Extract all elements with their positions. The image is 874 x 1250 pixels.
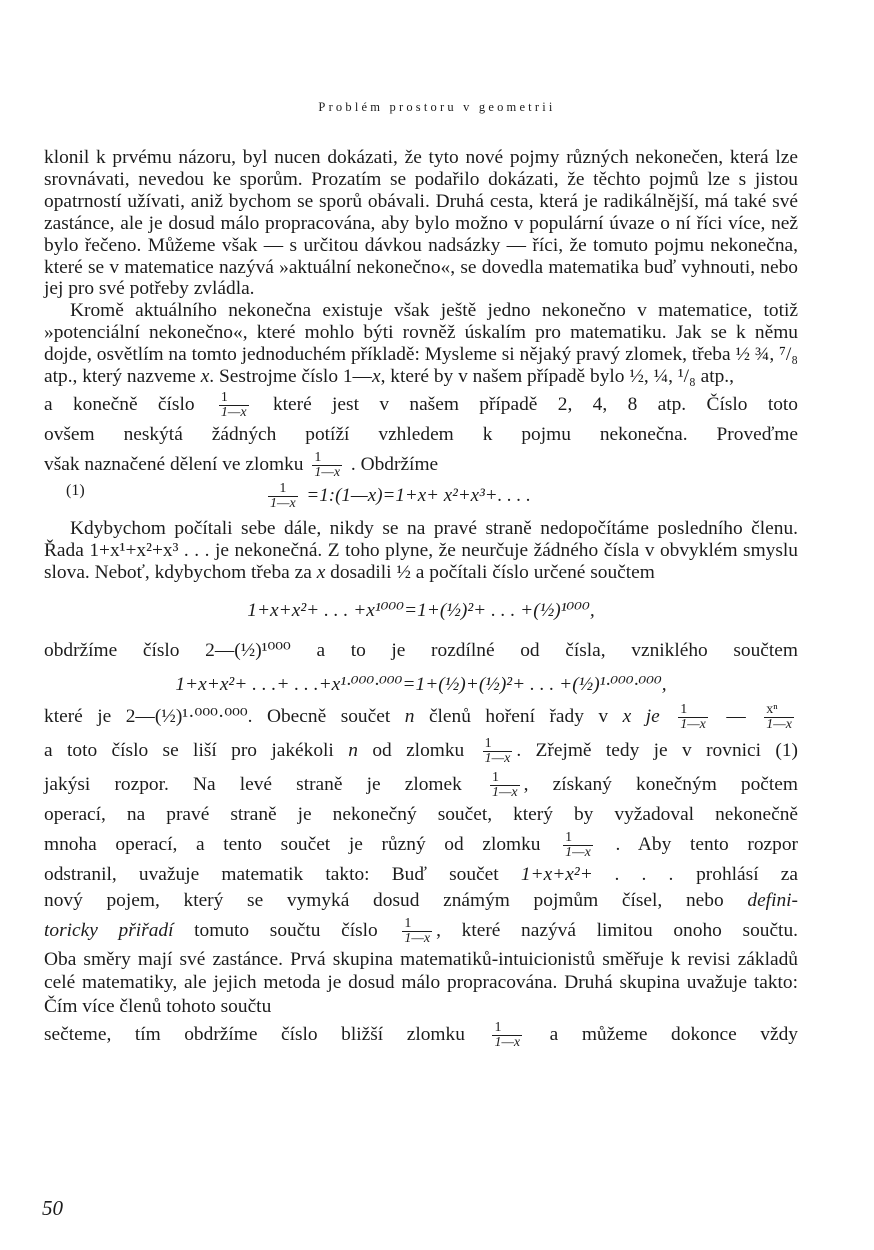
paragraph-2: Kromě aktuálního nekonečna existuje však ještě jedno nekonečno v matematice, totiž »potenciální nekonečno«, které mohlo býti rovněž úskalím pro matematiku. Jak se k němu dojde, osvětlím na tomto jednoduchém příkladě: Mysleme si nějaký pravý zlomek, třeba ½ ¾, ⁷/₈ atp., který nazveme x. Sestrojme číslo 1—x, které by v našem případě bylo ½, ¼, ¹/₈ atp., — [44, 300, 798, 388]
fraction: $\frac{1}{1—x}$ — [270, 480, 296, 511]
line-rozpor: jakýsi rozpor. Na levé straně je zlomek $\frac{1}{1—x}$ , získaný konečným počtem — [44, 769, 798, 800]
fraction: $\frac{1}{1—x}$ — [484, 735, 511, 766]
line-odstranil: odstranil, uvažuje matematik takto: Buď součet 1+x+x²+ . . . prohlásí za — [44, 863, 798, 885]
line-toricky: toricky přiřadí tomuto součtu číslo $\frac{1}{1—x}$ , které nazývá limitou onoho součtu. — [44, 915, 798, 946]
equation-3: 1+x+x²+ . . .+ . . .+x¹·⁰⁰⁰·⁰⁰⁰=1+(½)+(½)²+ . . . +(½)¹·⁰⁰⁰·⁰⁰⁰, — [175, 673, 667, 695]
running-header: Problém prostoru v geometrii — [318, 100, 556, 114]
paragraph-1: klonil k prvému názoru, byl nucen dokázati, že tyto nové pojmy různých nekonečen, která lze srovnávati, nevedou ke sporům. Prozatím se podařilo dokázati, že těchto pojmů lze s jistou opatrností užívati, aniž bychom se sporů obávali. Druhá cesta, která je radikálnější, má také své zastánce, ale je dosud málo propracována, aby bylo možno v populární úvaze o ní říci více, než bylo řečeno. Můžeme však — s určitou dávkou nadsázky — říci, že tomuto pojmu nekonečna, které se v matematice nazývá »aktuální nekonečno«, se dovedla matematika buď vyhnouti, nebo jej pro své potřeby zvládla. — [44, 147, 798, 300]
equation-number: (1) — [66, 481, 85, 499]
paragraph-4: Oba směry mají své zastánce. Prvá skupina matematiků-intuicionistů směřuje k revisi základů celé matematiky, ale jejich metoda je dosud málo propracována. Druhá skupina uvažuje takto: Čím více členů tohoto součtu — [44, 948, 798, 1017]
fraction: $\frac{1}{1—x}$ — [494, 1020, 521, 1051]
equation-1: (1) $\frac{1}{1—x}$ =1:(1—x)=1+x+ x²+x³+. . . . — [66, 480, 531, 511]
page-body — [44, 147, 798, 1052]
fraction: $\frac{1}{1—x}$ — [491, 769, 518, 800]
fraction: $\frac{1}{1—x}$ — [565, 829, 591, 860]
line-konecne-cislo: a konečně číslo $\frac{1}{1—x}$ které jest v našem případě 2, 4, 8 atp. Číslo toto — [44, 390, 798, 421]
line-deleni: však naznačené dělení ve zlomku $\frac{1}{1—x}$ . Obdržíme — [44, 450, 439, 481]
fraction: $\frac{1}{1—x}$ — [680, 701, 706, 732]
line-toto-cislo: a toto číslo se liší pro jakékoli n od zlomku $\frac{1}{1—x}$ . Zřejmě tedy je v rovnici (1) — [44, 735, 799, 766]
line-operaci: operací, na pravé straně je nekonečný součet, který by vyžadoval nekonečně — [44, 803, 798, 825]
paragraph-3: Kdybychom počítali sebe dále, nikdy se na pravé straně nedopočítáme posledního členu. Řada 1+x¹+x²+x³ . . . je nekonečná. Z toho plyne, že neurčuje žádného čísla v obvyklém smyslu slova. Neboť, kdybychom třeba za x dosadili ½ a počítali číslo určené součtem — [44, 517, 798, 583]
fraction: $\frac{1}{1—x}$ — [314, 450, 341, 481]
line-secteme: sečteme, tím obdržíme číslo bližší zlomku $\frac{1}{1—x}$ a můžeme dokonce vždy — [44, 1020, 798, 1051]
line-obdrzime: obdržíme číslo 2—(½)¹⁰⁰⁰ a to je rozdílné od čísla, vzniklého součtem — [44, 639, 798, 661]
line-obecne: které je 2—(½)¹·⁰⁰⁰·⁰⁰⁰. Obecně součet n členů hoření řady v x je $\frac{1}{1—x}$ — $\frac{\text{xⁿ}}{1—x}$ — [44, 701, 792, 732]
fraction: $\frac{1}{1—x}$ — [404, 915, 431, 946]
line-novy-pojem: nový pojem, který se vymyká dosud známým pojmům čísel, nebo defini- — [44, 889, 798, 911]
line-mnoha: mnoha operací, a tento součet je různý od zlomku $\frac{1}{1—x}$ . Aby tento rozpor — [44, 829, 798, 860]
fraction: $\frac{\text{xⁿ}}{1—x}$ — [766, 701, 792, 732]
page-number: 50 — [42, 1196, 63, 1220]
fraction: $\frac{1}{1—x}$ — [220, 390, 247, 421]
line-proved-me: ovšem neskýtá žádných potíží vzhledem k pojmu nekonečna. Proveďme — [44, 423, 798, 445]
equation-2: 1+x+x²+ . . . +x¹⁰⁰⁰=1+(½)²+ . . . +(½)¹⁰⁰⁰, — [247, 599, 595, 621]
